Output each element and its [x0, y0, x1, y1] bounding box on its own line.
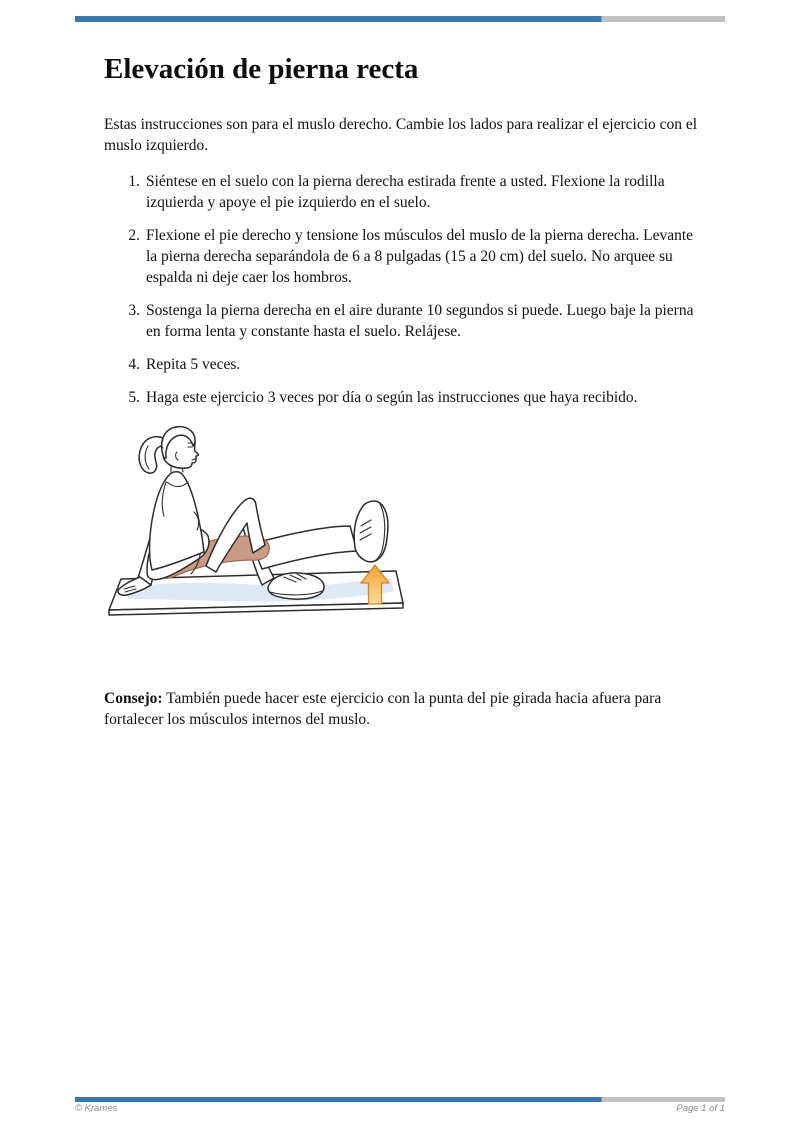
copyright-text: © Krames [75, 1103, 118, 1114]
step-number: 5. [128, 389, 140, 406]
tip-label: Consejo: [104, 690, 163, 707]
step-item [104, 387, 700, 408]
tip-text: También puede hacer este ejercicio con la punta del pie girada hacia afuera para fortalecer los músculos internos del muslo. [104, 690, 662, 728]
exercise-illustration [104, 420, 414, 620]
step-item [104, 300, 700, 342]
page-title: Elevación de pierna recta [104, 53, 419, 85]
header-rule [75, 16, 725, 22]
step-text: Flexione el pie derecho y tensione los músculos del muslo de la pierna derecha. Levante la pierna derecha separándola de 6 a 8 pulgadas (15 a 20 cm) del suelo. No arquee su espalda ni deje caer los hombros. [146, 227, 694, 286]
intro-paragraph: Estas instrucciones son para el muslo derecho. Cambie los lados para realizar el ejercicio con el muslo izquierdo. [104, 116, 698, 154]
step-number: 2. [128, 227, 140, 244]
step-item [104, 354, 700, 375]
footer-rule [75, 1097, 725, 1102]
step-text: Repita 5 veces. [146, 356, 241, 373]
step-text: Sostenga la pierna derecha en el aire durante 10 segundos si puede. Luego baje la pierna en forma lenta y constante hasta el suelo. Relájese. [146, 302, 694, 340]
tip-paragraph [104, 688, 700, 730]
page-number-label: Page 1 of 1 [676, 1103, 725, 1114]
step-number: 4. [128, 356, 140, 373]
step-number: 3. [128, 302, 140, 319]
document-body [104, 50, 700, 730]
step-item [104, 225, 700, 288]
step-item [104, 171, 700, 213]
step-number: 1. [128, 173, 140, 190]
page-footer [75, 1103, 725, 1114]
seated-straight-leg-raise-drawing [104, 420, 414, 620]
step-text: Siéntese en el suelo con la pierna derecha estirada frente a usted. Flexione la rodilla izquierda y apoye el pie izquierdo en el suelo. [146, 173, 665, 211]
step-text: Haga este ejercicio 3 veces por día o según las instrucciones que haya recibido. [146, 389, 638, 406]
instruction-list [104, 171, 700, 408]
